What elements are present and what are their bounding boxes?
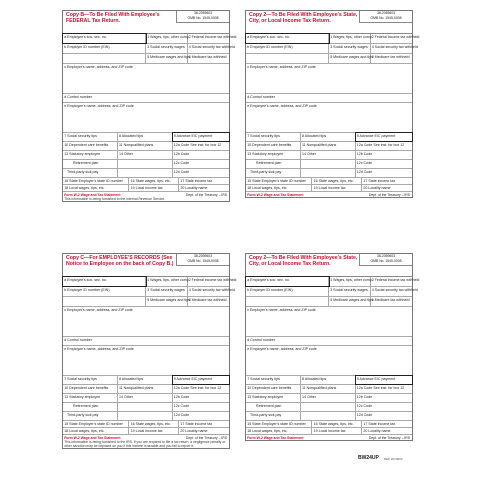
box-12c-code[interactable]: 12c Code	[173, 160, 190, 165]
box-16-state-wages[interactable]: 16 State wages, tips, etc.	[312, 421, 362, 427]
box-14-space	[301, 160, 356, 168]
box-9-advance-eic[interactable]: 9 Advance EIC payment	[356, 376, 412, 384]
box-c-employer-address[interactable]: c Employer's name, address, and ZIP code	[64, 307, 133, 312]
box-18-local-wages[interactable]: 18 Local wages, tips, etc.	[246, 428, 312, 434]
box-16-state-wages[interactable]: 16 State wages, tips, etc.	[129, 178, 179, 184]
box-12a-code[interactable]: 12a Code See inst. for box 12	[356, 385, 405, 390]
footer-note: This information is being furnished to the Internal Revenue Service.	[64, 196, 166, 201]
omb-number: 38-2059603	[193, 11, 213, 15]
box-2-federal-tax[interactable]: 2 Federal income tax withheld	[188, 277, 237, 282]
box-12b-code[interactable]: 12b Code	[173, 151, 190, 156]
box-19-local-tax[interactable]: 19 Local income tax	[129, 185, 179, 191]
box-b-ein[interactable]: b Employer ID number (EIN)	[246, 287, 329, 296]
box-1-wages[interactable]: 1 Wages, tips, other comp.	[146, 34, 188, 43]
box-12d-code[interactable]: 12d Code	[356, 412, 373, 417]
copy-title: Copy B—To Be Filed With Employee's FEDERAL Tax Return.	[66, 12, 160, 24]
footer-form-name: Form W-2 Wage and Tax Statement	[247, 192, 304, 197]
box-12c-code[interactable]: 12c Code	[173, 403, 190, 408]
box-b-ein[interactable]: b Employer ID number (EIN)	[63, 44, 146, 53]
box-20-locality[interactable]: 20 Locality name	[363, 428, 391, 433]
box-2-federal-tax[interactable]: 2 Federal income tax withheld	[371, 277, 420, 282]
omb-number: 38-2059603	[193, 254, 213, 258]
box-9-advance-eic[interactable]: 9 Advance EIC payment	[173, 376, 229, 384]
box-3-ss-wages[interactable]: 3 Social security wages	[329, 287, 371, 296]
box-12b-code[interactable]: 12b Code	[356, 394, 373, 399]
box-19-local-tax[interactable]: 19 Local income tax	[312, 185, 362, 191]
box-13-third-party[interactable]: Third-party sick pay	[63, 412, 118, 420]
box-17-state-tax[interactable]: 17 State income tax	[180, 421, 213, 426]
box-12b-code[interactable]: 12b Code	[356, 151, 373, 156]
box-18-local-wages[interactable]: 18 Local wages, tips, etc.	[63, 428, 129, 434]
w2-form-2	[245, 10, 420, 198]
product-sub-code: REF 2070602	[384, 457, 403, 461]
box-11-nonqualified[interactable]: 11 Nonqualified plans	[118, 385, 173, 393]
box-d-control-number[interactable]: d Control number	[247, 94, 275, 99]
box-19-local-tax[interactable]: 19 Local income tax	[129, 428, 179, 434]
box-11-nonqualified[interactable]: 11 Nonqualified plans	[301, 385, 356, 393]
box-20-locality[interactable]: 20 Locality name	[363, 185, 391, 190]
footer-dept: Dept. of the Treasury – IRS	[368, 435, 410, 440]
box-7-ss-tips[interactable]: 7 Social security tips	[63, 376, 118, 384]
box-7-ss-tips[interactable]: 7 Social security tips	[246, 376, 301, 384]
box-14-space-2	[118, 169, 173, 177]
box-14-other[interactable]: 14 Other	[118, 394, 173, 402]
box-a-employee-ssn[interactable]: a Employee's soc. sec. no.	[63, 34, 146, 43]
box-15-state-id[interactable]: 15 State Employer's state ID number	[246, 178, 312, 184]
box-8-allocated-tips[interactable]: 8 Allocated tips	[118, 133, 173, 141]
box-2-federal-tax[interactable]: 2 Federal income tax withheld	[371, 34, 420, 39]
box-12a-code[interactable]: 12a Code See inst. for box 12	[173, 385, 222, 390]
w2-form-1	[62, 10, 237, 202]
copy-title: Copy 2—To Be Filed With Employee's State, City, or Local Income Tax Return.	[249, 12, 358, 24]
box-17-state-tax[interactable]: 17 State income tax	[180, 178, 213, 183]
box-20-locality[interactable]: 20 Locality name	[180, 185, 208, 190]
form-header	[63, 11, 229, 34]
box-11-nonqualified[interactable]: 11 Nonqualified plans	[118, 142, 173, 150]
omb-label: OMB No. 1545-0008	[187, 16, 219, 20]
box-15-state-id[interactable]: 15 State Employer's state ID number	[246, 421, 312, 427]
box-7-ss-tips[interactable]: 7 Social security tips	[246, 133, 301, 141]
box-6-medicare-tax[interactable]: 6 Medicare tax withheld	[371, 297, 410, 302]
footer-dept: Dept. of the Treasury – IRS	[368, 192, 410, 197]
box-c-employer-address[interactable]: c Employer's name, address, and ZIP code	[247, 64, 316, 69]
box-19-local-tax[interactable]: 19 Local income tax	[312, 428, 362, 434]
box-13-retirement[interactable]: Retirement plan	[63, 160, 118, 168]
box-13-statutory[interactable]: 13 Statutory employee	[63, 151, 118, 159]
box-13-third-party[interactable]: Third-party sick pay	[246, 169, 301, 177]
box-c-employer-address[interactable]: c Employer's name, address, and ZIP code	[64, 64, 133, 69]
box-13-retirement[interactable]: Retirement plan	[246, 403, 301, 411]
box-a-employee-ssn[interactable]: a Employee's soc. sec. no.	[63, 277, 146, 286]
box-e-employee-address[interactable]: e Employee's name, address, and ZIP code	[64, 103, 134, 108]
box-13-third-party[interactable]: Third-party sick pay	[63, 169, 118, 177]
box-d-control-number[interactable]: d Control number	[64, 337, 92, 342]
omb-box	[176, 254, 229, 266]
box-6-medicare-tax[interactable]: 6 Medicare tax withheld	[188, 297, 227, 302]
footer-dept: Dept. of the Treasury – IRS	[185, 192, 227, 197]
box-16-state-wages[interactable]: 16 State wages, tips, etc.	[129, 421, 179, 427]
box-17-state-tax[interactable]: 17 State income tax	[363, 421, 396, 426]
box-d-control-number[interactable]: d Control number	[64, 94, 92, 99]
box-13-retirement[interactable]: Retirement plan	[246, 160, 301, 168]
box-13-statutory[interactable]: 13 Statutory employee	[246, 151, 301, 159]
box-20-locality[interactable]: 20 Locality name	[180, 428, 208, 433]
box-14-space	[118, 403, 173, 411]
footer-form-name: Form W-2 Wage and Tax Statement	[247, 435, 304, 440]
box-18-local-wages[interactable]: 18 Local wages, tips, etc.	[246, 185, 312, 191]
box-b-spacer	[246, 54, 329, 63]
box-5-medicare-wages[interactable]: 5 Medicare wages and tips	[329, 297, 371, 306]
box-b-ein[interactable]: b Employer ID number (EIN)	[63, 287, 146, 296]
box-14-space	[118, 160, 173, 168]
box-10-dependent-care[interactable]: 10 Dependent care benefits	[246, 142, 301, 150]
box-12c-code[interactable]: 12c Code	[356, 403, 373, 408]
box-18-local-wages[interactable]: 18 Local wages, tips, etc.	[63, 185, 129, 191]
box-13-retirement[interactable]: Retirement plan	[63, 403, 118, 411]
box-a-employee-ssn[interactable]: a Employee's soc. sec. no.	[246, 34, 329, 43]
box-7-ss-tips[interactable]: 7 Social security tips	[63, 133, 118, 141]
form-header	[63, 254, 229, 277]
box-12d-code[interactable]: 12d Code	[173, 169, 190, 174]
w2-form-4	[245, 253, 420, 441]
box-6-medicare-tax[interactable]: 6 Medicare tax withheld	[371, 54, 410, 59]
box-3-ss-wages[interactable]: 3 Social security wages	[146, 44, 188, 53]
form-footer	[63, 192, 229, 201]
form-footer	[246, 192, 412, 197]
box-1-wages[interactable]: 1 Wages, tips, other comp.	[329, 277, 371, 286]
omb-number: 38-2059603	[376, 11, 396, 15]
omb-label: OMB No. 1545-0008	[370, 259, 402, 263]
box-4-ss-tax[interactable]: 4 Social security tax withheld	[188, 44, 235, 49]
omb-box	[176, 11, 229, 23]
omb-box	[359, 254, 412, 266]
box-10-dependent-care[interactable]: 10 Dependent care benefits	[63, 385, 118, 393]
box-e-employee-address[interactable]: e Employee's name, address, and ZIP code	[64, 346, 134, 351]
box-13-statutory[interactable]: 13 Statutory employee	[63, 394, 118, 402]
omb-label: OMB No. 1545-0008	[187, 259, 219, 263]
box-14-other[interactable]: 14 Other	[301, 151, 356, 159]
box-14-space-2	[118, 412, 173, 420]
box-8-allocated-tips[interactable]: 8 Allocated tips	[301, 133, 356, 141]
box-4-ss-tax[interactable]: 4 Social security tax withheld	[188, 287, 235, 292]
box-12a-code[interactable]: 12a Code See inst. for box 12	[173, 142, 222, 147]
footer-form-name: Form W-2 Wage and Tax Statement	[64, 435, 121, 440]
w2-sheet	[62, 0, 475, 490]
box-13-third-party[interactable]: Third-party sick pay	[246, 412, 301, 420]
box-8-allocated-tips[interactable]: 8 Allocated tips	[301, 376, 356, 384]
box-14-other[interactable]: 14 Other	[301, 394, 356, 402]
box-a-employee-ssn[interactable]: a Employee's soc. sec. no.	[246, 277, 329, 286]
box-1-wages[interactable]: 1 Wages, tips, other comp.	[146, 277, 188, 286]
box-4-ss-tax[interactable]: 4 Social security tax withheld	[371, 287, 418, 292]
box-b-ein[interactable]: b Employer ID number (EIN)	[246, 44, 329, 53]
box-15-state-id[interactable]: 15 State Employer's state ID number	[63, 178, 129, 184]
omb-box	[359, 11, 412, 23]
box-e-employee-address[interactable]: e Employee's name, address, and ZIP code	[247, 346, 317, 351]
box-3-ss-wages[interactable]: 3 Social security wages	[146, 287, 188, 296]
omb-label: OMB No. 1545-0008	[370, 16, 402, 20]
box-1-wages[interactable]: 1 Wages, tips, other comp.	[329, 34, 371, 43]
copy-title: Copy C—For EMPLOYEE'S RECORDS (See Notice to Employee on the back of Copy B.)	[66, 255, 174, 267]
box-12a-code[interactable]: 12a Code See inst. for box 12	[356, 142, 405, 147]
box-10-dependent-care[interactable]: 10 Dependent care benefits	[63, 142, 118, 150]
footer-form-name: Form W-2 Wage and Tax Statement	[64, 192, 121, 197]
box-d-control-number[interactable]: d Control number	[247, 337, 275, 342]
box-e-employee-address[interactable]: e Employee's name, address, and ZIP code	[247, 103, 317, 108]
box-12d-code[interactable]: 12d Code	[356, 169, 373, 174]
box-14-space	[301, 403, 356, 411]
box-9-advance-eic[interactable]: 9 Advance EIC payment	[356, 133, 412, 141]
copy-title: Copy 2—To Be Filed With Employee's State, City, or Local Income Tax Return.	[249, 255, 358, 267]
box-b-spacer	[63, 54, 146, 63]
box-14-other[interactable]: 14 Other	[118, 151, 173, 159]
box-17-state-tax[interactable]: 17 State income tax	[363, 178, 396, 183]
box-c-employer-address[interactable]: c Employer's name, address, and ZIP code	[247, 307, 316, 312]
box-15-state-id[interactable]: 15 State Employer's state ID number	[63, 421, 129, 427]
footer-dept: Dept. of the Treasury – IRS	[185, 435, 227, 440]
box-b-spacer	[246, 297, 329, 306]
box-5-medicare-wages[interactable]: 5 Medicare wages and tips	[146, 54, 188, 63]
box-6-medicare-tax[interactable]: 6 Medicare tax withheld	[188, 54, 227, 59]
box-3-ss-wages[interactable]: 3 Social security wages	[329, 44, 371, 53]
product-code: BW24UP	[358, 455, 379, 461]
footer-note: This information is being furnished to the IRS. If you are required to file a tax return, a negligence penalty or other sanction may be imposed on you if this income is taxable and you fail to report it.	[64, 439, 226, 448]
box-8-allocated-tips[interactable]: 8 Allocated tips	[118, 376, 173, 384]
box-5-medicare-wages[interactable]: 5 Medicare wages and tips	[329, 54, 371, 63]
box-11-nonqualified[interactable]: 11 Nonqualified plans	[301, 142, 356, 150]
box-b-spacer	[63, 297, 146, 306]
box-12d-code[interactable]: 12d Code	[173, 412, 190, 417]
box-5-medicare-wages[interactable]: 5 Medicare wages and tips	[146, 297, 188, 306]
form-footer	[63, 435, 229, 448]
box-16-state-wages[interactable]: 16 State wages, tips, etc.	[312, 178, 362, 184]
box-4-ss-tax[interactable]: 4 Social security tax withheld	[371, 44, 418, 49]
box-12b-code[interactable]: 12b Code	[173, 394, 190, 399]
box-10-dependent-care[interactable]: 10 Dependent care benefits	[246, 385, 301, 393]
box-12c-code[interactable]: 12c Code	[356, 160, 373, 165]
box-9-advance-eic[interactable]: 9 Advance EIC payment	[173, 133, 229, 141]
box-2-federal-tax[interactable]: 2 Federal income tax withheld	[188, 34, 237, 39]
form-header	[246, 11, 412, 34]
omb-number: 38-2059603	[376, 254, 396, 258]
box-14-space-2	[301, 169, 356, 177]
form-footer	[246, 435, 412, 440]
box-14-space-2	[301, 412, 356, 420]
w2-form-3	[62, 253, 237, 449]
form-header	[246, 254, 412, 277]
box-13-statutory[interactable]: 13 Statutory employee	[246, 394, 301, 402]
